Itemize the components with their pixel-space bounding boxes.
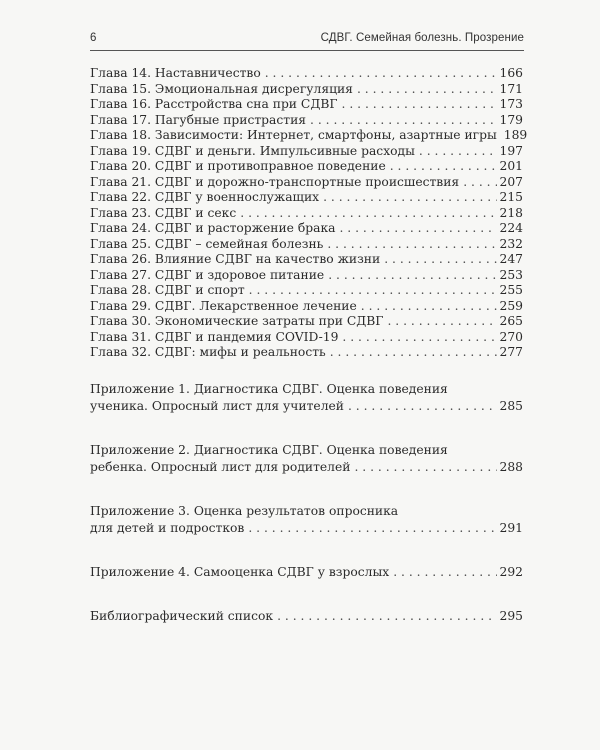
toc-entry — [90, 252, 523, 268]
toc-entry-page: 201 — [499, 159, 523, 173]
dot-leader — [342, 97, 497, 113]
toc-entry-title: Глава 28. СДВГ и спорт — [90, 283, 245, 297]
dot-leader — [330, 345, 497, 361]
appendix-entry — [90, 564, 523, 581]
toc-entry-title: Глава 19. СДВГ и деньги. Импульсивные расходы — [90, 143, 415, 158]
toc-entry-title: Глава 27. СДВГ и здоровое питание — [90, 267, 325, 282]
toc-entry-title: Глава 24. СДВГ и расторжение брака — [90, 221, 336, 235]
appendix-entry — [90, 381, 523, 415]
toc-entry-title: Глава 23. СДВГ и секс — [90, 205, 237, 220]
appendix-page: 288 — [499, 460, 523, 474]
toc-entry-page: 171 — [499, 81, 523, 96]
toc-entry-page: 232 — [499, 236, 523, 251]
toc-entry — [90, 345, 523, 361]
toc-entry — [90, 221, 523, 237]
running-header — [90, 32, 524, 51]
toc-entry — [90, 206, 523, 222]
table-of-contents — [90, 66, 528, 361]
toc-entry — [90, 144, 523, 160]
appendix-title-row — [90, 564, 523, 581]
dot-leader — [354, 459, 496, 476]
dot-leader — [265, 66, 497, 82]
toc-entry-title: Глава 16. Расстройства сна при СДВГ — [90, 97, 338, 111]
appendix-title-row — [90, 459, 523, 476]
toc-entry-page: 247 — [499, 252, 523, 266]
toc-entry — [90, 97, 523, 113]
toc-entry-page: 197 — [499, 143, 523, 158]
toc-entry-page: 166 — [499, 66, 523, 80]
bibliography-title: Библиографический список — [90, 609, 274, 623]
toc-entry-title: Глава 32. СДВГ: мифы и реальность — [90, 345, 326, 359]
toc-entry-page: 215 — [499, 190, 523, 204]
bibliography-row — [90, 608, 523, 625]
appendix-entry — [90, 503, 523, 537]
dot-leader — [393, 564, 496, 581]
bibliography-page: 295 — [499, 609, 523, 623]
dot-leader — [240, 206, 496, 222]
dot-leader — [339, 221, 496, 237]
dot-leader — [342, 330, 496, 346]
toc-entry-page: 270 — [499, 329, 523, 344]
toc-entry-title: Глава 31. СДВГ и пандемия COVID-19 — [90, 329, 339, 344]
page-number: 6 — [90, 32, 97, 44]
toc-entry — [90, 66, 523, 82]
toc-entry-page: 259 — [499, 298, 523, 313]
toc-entry-title: Глава 20. СДВГ и противоправное поведение — [90, 159, 386, 173]
appendix-page: 292 — [499, 565, 523, 579]
toc-entry-page: 277 — [499, 345, 523, 359]
appendix-title-cont: ребенка. Опросный лист для родителей — [90, 460, 351, 474]
dot-leader — [327, 237, 496, 253]
appendix-list — [90, 381, 523, 652]
appendix-title-row — [90, 398, 523, 415]
toc-entry — [90, 237, 523, 253]
toc-entry — [90, 190, 523, 206]
toc-entry — [90, 128, 528, 144]
dot-leader — [463, 175, 496, 191]
appendix-page: 285 — [499, 399, 523, 413]
toc-entry-page: 218 — [499, 205, 523, 220]
toc-entry-title: Глава 17. Пагубные пристрастия — [90, 112, 307, 127]
appendix-title-cont: для детей и подростков — [90, 521, 245, 535]
toc-entry-page: 207 — [499, 174, 523, 189]
toc-entry-title: Глава 14. Наставничество — [90, 66, 261, 80]
appendix-title-cont: ученика. Опросный лист для учителей — [90, 399, 344, 413]
appendix-page: 291 — [499, 521, 523, 535]
toc-entry — [90, 159, 523, 175]
toc-entry — [90, 299, 523, 315]
bibliography-entry — [90, 608, 523, 625]
appendix-title: Приложение 4. Самооценка СДВГ у взрослых — [90, 565, 390, 579]
dot-leader — [249, 283, 497, 299]
dot-leader — [390, 159, 497, 175]
toc-entry — [90, 330, 523, 346]
toc-entry-title: Глава 18. Зависимости: Интернет, смартфоны, азартные игры — [90, 128, 497, 142]
dot-leader — [361, 299, 497, 315]
toc-entry — [90, 82, 523, 98]
appendix-entry — [90, 442, 523, 476]
toc-entry-title: Глава 29. СДВГ. Лекарственное лечение — [90, 298, 357, 313]
toc-entry-title: Глава 30. Экономические затраты при СДВГ — [90, 314, 384, 328]
toc-entry-page: 179 — [499, 112, 523, 127]
dot-leader — [419, 144, 497, 160]
toc-entry-page: 253 — [499, 267, 523, 282]
appendix-title-line: Приложение 3. Оценка результатов опросника — [90, 504, 399, 518]
toc-entry-page: 224 — [499, 221, 523, 235]
dot-leader — [328, 268, 496, 284]
toc-entry-title: Глава 21. СДВГ и дорожно-транспортные происшествия — [90, 174, 460, 189]
toc-entry-title: Глава 25. СДВГ – семейная болезнь — [90, 236, 324, 251]
toc-entry-title: Глава 26. Влияние СДВГ на качество жизни — [90, 252, 381, 266]
running-title: СДВГ. Семейная болезнь. Прозрение — [320, 32, 524, 44]
toc-entry-page: 255 — [499, 283, 523, 297]
appendix-title-row — [90, 520, 523, 537]
dot-leader — [277, 608, 496, 625]
dot-leader — [387, 314, 496, 330]
dot-leader — [310, 113, 496, 129]
dot-leader — [384, 252, 496, 268]
toc-entry-title: Глава 22. СДВГ у военнослужащих — [90, 190, 320, 204]
toc-entry — [90, 268, 523, 284]
toc-entry — [90, 283, 523, 299]
dot-leader — [323, 190, 496, 206]
toc-entry — [90, 113, 523, 129]
toc-entry — [90, 314, 523, 330]
appendix-title-line: Приложение 1. Диагностика СДВГ. Оценка поведения — [90, 382, 448, 396]
dot-leader — [248, 520, 496, 537]
toc-entry — [90, 175, 523, 191]
toc-entry-title: Глава 15. Эмоциональная дисрегуляция — [90, 81, 353, 96]
appendix-title-line: Приложение 2. Диагностика СДВГ. Оценка поведения — [90, 443, 448, 457]
toc-entry-page: 173 — [499, 97, 523, 111]
toc-entry-page: 189 — [503, 128, 528, 142]
dot-leader — [348, 398, 497, 415]
dot-leader — [357, 82, 497, 98]
toc-entry-page: 265 — [499, 314, 523, 328]
